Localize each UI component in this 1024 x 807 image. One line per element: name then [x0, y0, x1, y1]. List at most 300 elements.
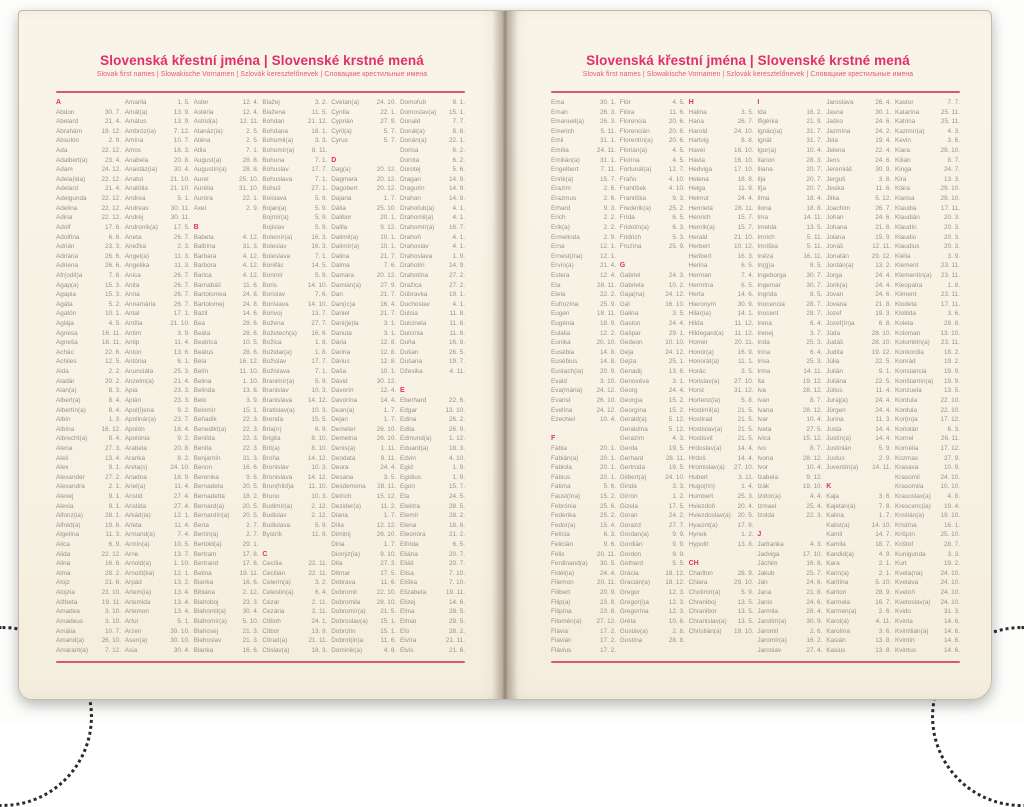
name-entry — [56, 607, 121, 617]
name-entry — [551, 607, 616, 617]
name-day-date: 5. 1. — [177, 195, 190, 203]
name-day-date: 30. 4. — [173, 166, 190, 174]
name-day-date: 5. 8. — [741, 396, 754, 404]
name-day-date: 12. 7. — [668, 166, 685, 174]
name-day-date: 28. 9. — [875, 589, 892, 597]
name-day-date: 21. 4. — [600, 262, 616, 270]
name-entry — [262, 242, 327, 252]
name: Anita — [124, 281, 140, 289]
name-day-date: 22. 3. — [242, 435, 259, 443]
name-day-date: 28. 8. — [242, 156, 259, 164]
name-entry — [331, 290, 396, 300]
name-entry — [895, 242, 960, 252]
name: Ignát — [757, 137, 772, 145]
name-entry — [757, 646, 822, 656]
name-entry — [620, 578, 685, 588]
name-entry — [125, 607, 190, 617]
name: Bojan(a) — [262, 204, 287, 212]
name-day-date: 24. 2. — [875, 127, 892, 135]
name-entry — [125, 204, 190, 214]
name-entry — [895, 559, 960, 569]
name-day-date: 13. 7. — [173, 550, 190, 558]
name-entry — [262, 108, 327, 118]
name-day-date: 5. 9. — [314, 195, 328, 203]
name: Kornel — [894, 435, 914, 443]
name: Hromislav(a) — [688, 464, 725, 472]
letter-header: D — [331, 156, 337, 164]
name: Edita — [399, 425, 415, 433]
name: Dobromír(a) — [331, 608, 366, 616]
name-entry — [757, 454, 822, 464]
name: Jordán(a) — [826, 262, 854, 270]
name-entry — [194, 578, 259, 588]
name: Ada — [56, 147, 68, 155]
name-day-date: 28. 11. — [596, 281, 616, 289]
name-entry — [551, 502, 616, 512]
name-entry — [331, 329, 396, 339]
name-entry — [125, 540, 190, 550]
name: Branislava — [262, 396, 293, 404]
name-day-date: 1. 9. — [452, 252, 465, 260]
name-entry — [262, 617, 327, 627]
name: Bohumil(a) — [262, 137, 294, 145]
name-day-date: 24. 10. — [170, 464, 190, 472]
name: Agatón — [56, 310, 77, 318]
name: Jazmína — [826, 127, 851, 135]
name-entry — [551, 194, 616, 204]
name-day-date: 20. 3. — [943, 223, 960, 231]
name: Deodata — [331, 454, 356, 462]
name-day-date: 3. 3. — [314, 137, 328, 145]
name-day-date: 25. 1. — [668, 358, 685, 366]
name-day-date: 26. 7. — [737, 118, 754, 126]
name-day-date: 16. 6. — [105, 560, 121, 568]
name-day-date: 4. 1. — [452, 300, 465, 308]
name: Albrecht(a) — [56, 435, 88, 443]
name-day-date: 15. 12. — [376, 492, 397, 500]
name-day-date: 12. 1. — [600, 243, 616, 251]
name-day-date: 18. 2. — [943, 348, 960, 356]
name: Božislava — [262, 368, 290, 376]
name-day-date: 29. 10. — [940, 195, 960, 203]
name: Dobrotín — [331, 627, 356, 635]
name-day-date: 12. 4. — [600, 271, 616, 279]
name-entry — [895, 357, 960, 367]
name: Ema — [551, 99, 565, 106]
name: Ivan — [757, 396, 770, 404]
name-day-date: 5. 12. — [668, 425, 685, 433]
name: Absolón — [56, 137, 80, 145]
name-day-date: 2. 9. — [108, 137, 121, 145]
name: Kvintín — [894, 637, 915, 645]
name-day-date: 24. 6. — [875, 118, 892, 126]
name: Hostimil(a) — [688, 406, 720, 414]
name-entry — [826, 357, 891, 367]
name-day-date: 30. 7. — [806, 281, 823, 289]
name: Jadviga — [757, 550, 780, 558]
name-day-date: 14. 6. — [943, 627, 960, 635]
name: Celestín(a) — [262, 589, 294, 597]
name-day-date: 1. 9. — [452, 464, 465, 472]
name-entry — [620, 136, 685, 146]
name-day-date: 7. 1. — [314, 175, 328, 183]
name-day-date: 3. 6. — [947, 137, 960, 145]
name-day-date: 4. 12. — [242, 233, 259, 241]
name-entry — [895, 146, 960, 156]
name-entry — [262, 415, 327, 425]
name-day-date: 22. 1. — [448, 137, 465, 145]
name-entry — [757, 184, 822, 194]
name-day-date: 31. 3. — [242, 243, 259, 251]
name-entry — [194, 290, 259, 300]
name: Jorga — [826, 271, 843, 279]
name-day-date: 3. 2. — [314, 99, 328, 106]
name-day-date: 22. 12. — [101, 550, 121, 558]
name-entry — [551, 588, 616, 598]
name-day-date: 27. 10. — [734, 377, 754, 385]
name-day-date: 20. 1. — [600, 454, 616, 462]
name-entry — [757, 281, 822, 291]
name: Artemon — [124, 608, 149, 616]
name: Kamila — [826, 541, 846, 549]
name: Blahoboj — [193, 598, 219, 606]
name: Aranka — [124, 454, 146, 462]
name-day-date: 24. 12. — [596, 406, 616, 414]
name-day-date: 2. 7. — [246, 531, 259, 539]
name-column — [400, 98, 465, 658]
name: Gizela — [619, 502, 638, 510]
name-entry — [689, 578, 754, 588]
name-day-date: 9. 1. — [878, 368, 892, 376]
name-day-date: 21. 6. — [105, 579, 121, 587]
name-day-date: 10. 2. — [668, 281, 685, 289]
name-entry — [551, 540, 616, 550]
name-day-date: 22. 10. — [940, 406, 960, 414]
name-entry — [757, 204, 822, 214]
name: Blažena — [262, 108, 286, 116]
name: Dávid — [331, 377, 348, 385]
name: Izidor(a) — [757, 492, 781, 500]
name-day-date: 16. 1. — [943, 521, 960, 529]
name: Alexandra — [56, 483, 85, 491]
name-entry — [895, 521, 960, 531]
name: Alojzia — [56, 589, 75, 597]
name-entry — [620, 415, 685, 425]
name: Irena — [757, 320, 772, 328]
name: Bruno — [262, 492, 280, 500]
name-day-date: 9. 11. — [380, 454, 397, 462]
name-entry — [125, 127, 190, 137]
name-day-date: 1. 7. — [878, 512, 892, 520]
name-entry — [757, 309, 822, 319]
name-entry — [895, 194, 960, 204]
name-day-date: 6. 3. — [672, 223, 685, 231]
name-day-date: 2. 2. — [603, 214, 616, 222]
name: Hubert — [688, 473, 708, 481]
name: Antim — [124, 329, 142, 337]
name-entry — [757, 425, 822, 435]
name-entry — [895, 271, 960, 281]
name-entry — [895, 252, 960, 262]
name: Ferdinand(a) — [551, 560, 588, 568]
name-day-date: 26. 4. — [875, 99, 892, 106]
name: Krasomila — [894, 483, 924, 491]
name-entry — [400, 550, 465, 560]
name-entry — [400, 281, 465, 291]
name-entry — [56, 473, 121, 483]
name-entry — [826, 290, 891, 300]
name-day-date: 5. 10. — [875, 579, 892, 587]
name-entry — [194, 396, 259, 406]
name-entry — [826, 521, 891, 531]
name: Bonifác — [262, 262, 284, 270]
name-day-date: 20. 5. — [242, 502, 259, 510]
name-day-date: 27. 3. — [380, 560, 397, 568]
name-entry — [689, 367, 754, 377]
name-day-date: 26. 10. — [376, 425, 397, 433]
name: Horst — [688, 387, 704, 395]
name-entry — [125, 290, 190, 300]
name: Dobrava — [331, 579, 356, 587]
name: Agáta — [56, 300, 73, 308]
name-entry — [689, 492, 754, 502]
name-entry — [125, 242, 190, 252]
letter-header: CH — [688, 560, 699, 568]
name-entry — [551, 156, 616, 166]
name-entry — [194, 607, 259, 617]
name: Imriška — [757, 243, 778, 251]
name-day-date: 9. 6. — [246, 473, 259, 481]
name-day-date: 20. 12. — [376, 175, 397, 183]
name: Alexander — [56, 473, 85, 481]
name-day-date: 21. 6. — [448, 646, 465, 654]
name-entry — [689, 502, 754, 512]
name-entry — [262, 319, 327, 329]
name-day-date: 6. 5. — [741, 281, 754, 289]
name: Ita — [757, 377, 765, 385]
name-day-date: 20. 5. — [242, 483, 259, 491]
name-day-date: 8. 4. — [108, 435, 121, 443]
page-left — [19, 11, 505, 699]
name-entry — [895, 281, 960, 291]
name-day-date: 6. 2. — [452, 156, 465, 164]
name: Galina — [619, 310, 639, 318]
name-entry — [56, 300, 121, 310]
name-entry — [331, 386, 396, 396]
name-day-date: 2. 11. — [311, 608, 328, 616]
name-entry — [194, 627, 259, 637]
name: Ernest(ína) — [551, 252, 583, 260]
name: Angelika — [124, 262, 150, 270]
name-entry — [331, 396, 396, 406]
name-entry — [551, 386, 616, 396]
name: Dušan — [399, 348, 419, 356]
name-entry — [262, 627, 327, 637]
name-day-date: 24. 1. — [311, 617, 328, 625]
name-day-date: 20. 12. — [376, 271, 397, 279]
name: Kiara — [894, 147, 910, 155]
name-day-date: 11. 1. — [738, 358, 754, 366]
name: Brigita — [262, 435, 281, 443]
name-day-date: 3. 5. — [741, 108, 754, 116]
name: Dani(je)la — [331, 320, 359, 328]
name: Hana — [688, 118, 704, 126]
name-entry — [125, 367, 190, 377]
name: Fábius — [551, 473, 571, 481]
name-day-date: 8. 11. — [311, 147, 328, 155]
name: Bazil — [193, 310, 208, 318]
name: Inocent — [757, 310, 779, 318]
name-day-date: 14. 8. — [600, 358, 616, 366]
name-entry — [262, 511, 327, 521]
name-day-date: 24. 12. — [665, 291, 685, 299]
name: Alojz — [56, 579, 70, 587]
name-day-date: 28. 11. — [665, 454, 685, 462]
name-day-date: 24. 8. — [242, 291, 259, 299]
name: Aneta — [124, 233, 142, 241]
name: Demeter — [331, 425, 356, 433]
name: Elo — [399, 627, 410, 635]
name-day-date: 14. 6. — [448, 598, 465, 606]
name-entry — [125, 415, 190, 425]
name-day-date: 23. 8. — [600, 608, 616, 616]
name: Blahomil(a) — [193, 608, 226, 616]
name-day-date: 20. 5. — [242, 512, 259, 520]
name: Jelena — [826, 147, 846, 155]
name-entry — [826, 329, 891, 339]
name-day-date: 31. 10. — [239, 185, 259, 193]
name-entry — [262, 204, 327, 214]
name: Barnabáš — [193, 281, 221, 289]
name: Aurélia — [193, 185, 214, 193]
name-day-date: 4. 11. — [875, 617, 892, 625]
name-day-date: 4. 12. — [242, 271, 259, 279]
name-entry — [262, 377, 327, 387]
name: Brun(hild)a — [262, 483, 294, 491]
name-day-date: 24. 10. — [940, 569, 960, 577]
name: Dorián(a) — [399, 137, 427, 145]
name-day-date: 14. 10. — [307, 281, 328, 289]
name: Bertín(a) — [193, 531, 219, 539]
name-day-date: 18. 8. — [448, 521, 465, 529]
name-day-date: 20. 10. — [596, 339, 616, 347]
name-entry — [551, 598, 616, 608]
name: Bertrand — [193, 560, 219, 568]
name-entry — [826, 165, 891, 175]
name-day-date: 6. 2. — [452, 147, 465, 155]
name: Apolónia — [124, 435, 150, 443]
name-entry — [331, 511, 396, 521]
name: Kamil — [826, 531, 843, 539]
name-entry — [757, 415, 822, 425]
name-entry — [895, 444, 960, 454]
name: Anabela — [124, 156, 149, 164]
name-entry — [331, 406, 396, 416]
name-entry — [551, 617, 616, 627]
name-entry — [262, 463, 327, 473]
name-day-date: 22. 12. — [101, 195, 121, 203]
name: August(a) — [193, 156, 222, 164]
name-entry — [400, 184, 465, 194]
name-day-date: 15. 1. — [448, 108, 465, 116]
name-day-date: 7. 6. — [314, 291, 328, 299]
name-day-date: 22. 12. — [101, 204, 121, 212]
name-column — [826, 98, 891, 658]
name-day-date: 28. 12. — [802, 406, 823, 414]
name-entry — [826, 300, 891, 310]
name-entry — [826, 242, 891, 252]
name-day-date: 27. 10. — [734, 464, 754, 472]
name-entry — [757, 213, 822, 223]
name-entry — [826, 233, 891, 243]
name-entry — [620, 165, 685, 175]
name: Flávia — [551, 627, 569, 635]
name-entry — [56, 290, 121, 300]
name: Bronislav — [262, 464, 289, 472]
name-day-date: 11. 6. — [669, 108, 685, 116]
name-entry — [400, 204, 465, 214]
name: Alma — [56, 569, 71, 577]
name-entry — [331, 415, 396, 425]
name-entry — [400, 242, 465, 252]
name-entry — [262, 521, 327, 531]
name-day-date: 14. 5. — [311, 262, 328, 270]
name-entry — [689, 377, 754, 387]
name: Dília — [331, 521, 344, 529]
name-day-date: 2. 12. — [242, 589, 259, 597]
name-day-date: 5. 9. — [314, 204, 328, 212]
name-entry — [895, 473, 960, 483]
name: Ermelinda — [551, 233, 580, 241]
name: Elvis — [399, 646, 414, 654]
name-entry — [194, 98, 259, 108]
name-entry — [194, 377, 259, 387]
name: Božislav — [262, 358, 287, 366]
name-entry — [757, 127, 822, 137]
name: Eusébius — [551, 358, 578, 366]
name-entry — [826, 108, 891, 118]
name-entry — [757, 636, 822, 646]
name: Evelína — [551, 406, 573, 414]
name: Jens — [826, 156, 840, 164]
name: František — [619, 185, 647, 193]
name-entry — [331, 530, 396, 540]
name-entry — [262, 646, 327, 656]
name: Ivo — [757, 444, 766, 452]
name: Adelgunda — [56, 195, 87, 203]
name-entry — [620, 386, 685, 396]
name: Flór — [619, 99, 631, 106]
name-entry — [262, 530, 327, 540]
name: Gertrúda — [619, 464, 646, 472]
name: Amand(a) — [56, 637, 85, 645]
name: Asia — [124, 646, 138, 654]
name-entry — [125, 309, 190, 319]
name-entry — [262, 588, 327, 598]
name: Brit(a) — [262, 444, 280, 452]
name-day-date: 29. 5. — [448, 617, 465, 625]
name-day-date: 4. 3. — [672, 435, 685, 443]
name: Gréta — [619, 617, 636, 625]
name-day-date: 22. 2. — [600, 291, 616, 299]
name-day-date: 19. 4. — [943, 502, 960, 510]
name-day-date: 20. 4. — [737, 502, 754, 510]
name: Eberhard — [399, 396, 427, 404]
name-day-date: 27. 3. — [105, 444, 121, 452]
name: Hugo(lín) — [688, 483, 715, 491]
name: Karol(a) — [826, 617, 849, 625]
name: Aleš — [56, 454, 69, 462]
